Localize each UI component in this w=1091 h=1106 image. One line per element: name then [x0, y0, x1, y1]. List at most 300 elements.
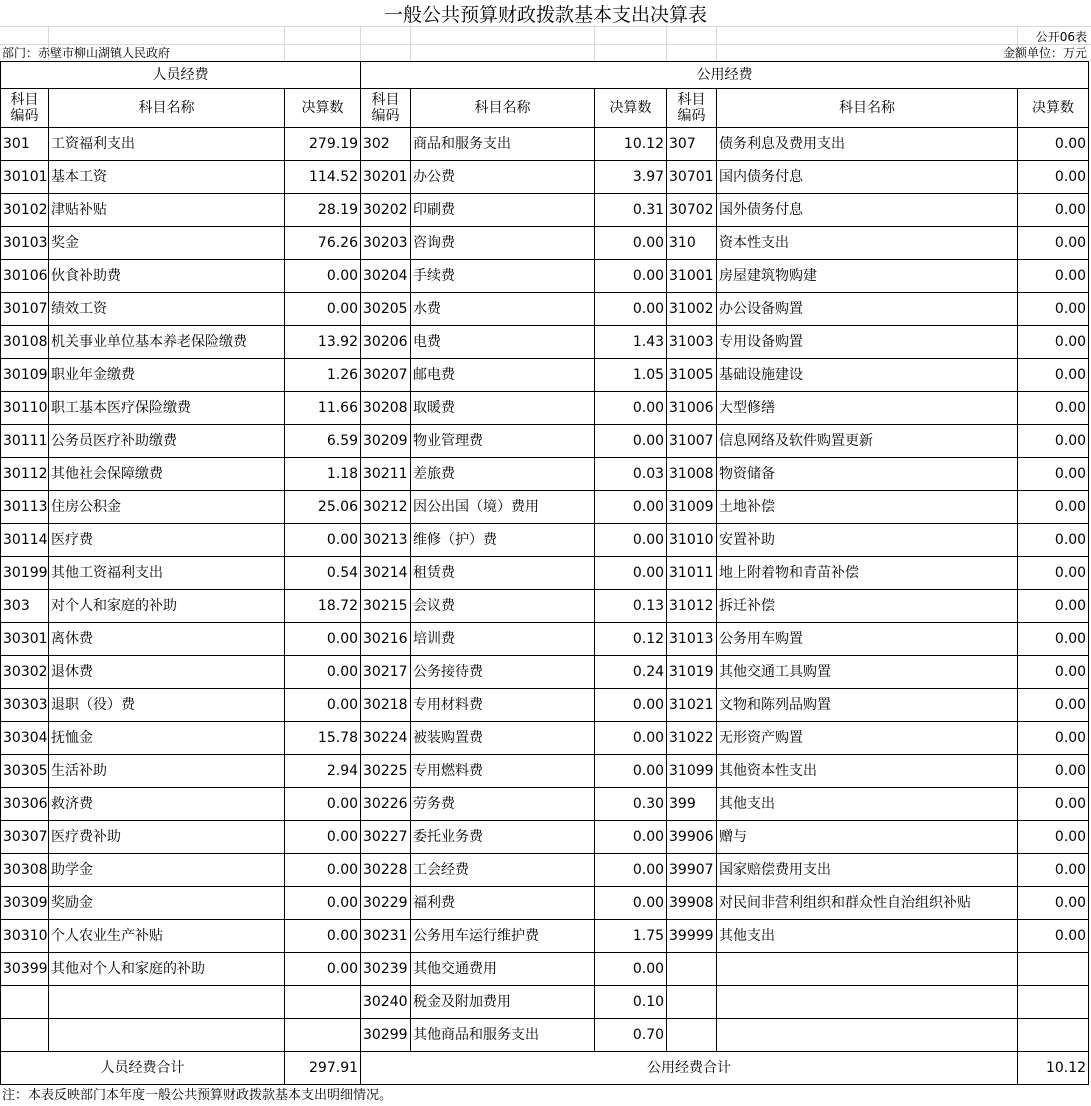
item-code: 30215 [361, 590, 411, 623]
item-code: 30204 [361, 260, 411, 293]
item-name: 取暖费 [411, 392, 595, 425]
item-name: 基础设施建设 [717, 359, 1018, 392]
item-name: 离休费 [49, 623, 285, 656]
item-amount: 1.18 [285, 458, 361, 491]
item-name: 公务员医疗补助缴费 [49, 425, 285, 458]
item-name: 地上附着物和青苗补偿 [717, 557, 1018, 590]
item-amount: 0.00 [1018, 524, 1089, 557]
item-amount: 0.10 [595, 986, 667, 1019]
item-code: 30310 [1, 920, 49, 953]
item-name: 被装购置费 [411, 722, 595, 755]
item-code: 30306 [1, 788, 49, 821]
item-code: 30110 [1, 392, 49, 425]
item-code: 39907 [667, 854, 717, 887]
item-code: 30202 [361, 194, 411, 227]
table-row [1, 557, 1089, 590]
table-row [1, 821, 1089, 854]
item-code: 30240 [361, 986, 411, 1019]
column-header-name: 科目名称 [49, 89, 285, 128]
item-name: 抚恤金 [49, 722, 285, 755]
item-code: 31012 [667, 590, 717, 623]
item-amount: 0.30 [595, 788, 667, 821]
item-name: 医疗费 [49, 524, 285, 557]
table-row [1, 788, 1089, 821]
item-name: 医疗费补助 [49, 821, 285, 854]
item-name: 安置补助 [717, 524, 1018, 557]
item-code: 30205 [361, 293, 411, 326]
item-name: 拆迁补偿 [717, 590, 1018, 623]
item-amount: 0.00 [1018, 359, 1089, 392]
item-amount: 0.00 [595, 392, 667, 425]
item-amount: 0.00 [1018, 821, 1089, 854]
item-amount: 0.00 [285, 524, 361, 557]
item-amount: 0.00 [595, 557, 667, 590]
item-name [717, 986, 1018, 1019]
item-name: 物资储备 [717, 458, 1018, 491]
item-name [717, 953, 1018, 986]
item-amount: 25.06 [285, 491, 361, 524]
item-code: 31007 [667, 425, 717, 458]
item-amount: 0.00 [285, 260, 361, 293]
item-amount: 0.00 [595, 524, 667, 557]
table-row [1, 227, 1089, 260]
item-amount: 0.00 [595, 689, 667, 722]
item-code: 30101 [1, 161, 49, 194]
item-amount: 0.00 [595, 953, 667, 986]
item-name: 商品和服务支出 [411, 128, 595, 161]
item-code: 307 [667, 128, 717, 161]
item-code: 30702 [667, 194, 717, 227]
item-name: 国家赔偿费用支出 [717, 854, 1018, 887]
item-amount: 0.00 [1018, 128, 1089, 161]
item-amount: 0.00 [1018, 689, 1089, 722]
item-amount: 0.00 [595, 260, 667, 293]
column-header-code: 科目 编码 [1, 89, 49, 128]
item-name: 国内债务付息 [717, 161, 1018, 194]
item-amount: 0.00 [595, 854, 667, 887]
item-name: 其他支出 [717, 920, 1018, 953]
item-name: 房屋建筑物购建 [717, 260, 1018, 293]
column-header-amount: 决算数 [595, 89, 667, 128]
item-amount: 0.00 [1018, 656, 1089, 689]
item-name: 其他工资福利支出 [49, 557, 285, 590]
item-code: 30302 [1, 656, 49, 689]
item-code: 30112 [1, 458, 49, 491]
item-amount: 0.00 [285, 854, 361, 887]
item-name: 印刷费 [411, 194, 595, 227]
table-row [1, 953, 1089, 986]
item-code: 30307 [1, 821, 49, 854]
item-name: 因公出国（境）费用 [411, 491, 595, 524]
department-label: 部门：赤壁市柳山湖镇人民政府 [2, 46, 171, 60]
item-code: 30216 [361, 623, 411, 656]
item-amount: 279.19 [285, 128, 361, 161]
item-code: 30208 [361, 392, 411, 425]
public-total-value: 10.12 [1018, 1052, 1089, 1085]
column-header-name: 科目名称 [717, 89, 1018, 128]
item-code: 30212 [361, 491, 411, 524]
item-code: 31002 [667, 293, 717, 326]
item-name: 工资福利支出 [49, 128, 285, 161]
table-row [1, 128, 1089, 161]
item-amount: 2.94 [285, 755, 361, 788]
item-code: 30229 [361, 887, 411, 920]
table-row [1, 920, 1089, 953]
item-code: 30218 [361, 689, 411, 722]
item-code: 31005 [667, 359, 717, 392]
item-name: 土地补偿 [717, 491, 1018, 524]
item-amount: 0.00 [1018, 458, 1089, 491]
item-amount: 0.03 [595, 458, 667, 491]
item-amount: 0.00 [595, 227, 667, 260]
item-code: 302 [361, 128, 411, 161]
item-name [49, 986, 285, 1019]
table-row [1, 623, 1089, 656]
item-code: 31008 [667, 458, 717, 491]
item-amount: 10.12 [595, 128, 667, 161]
gridline [410, 26, 411, 62]
item-name: 差旅费 [411, 458, 595, 491]
item-name: 文物和陈列品购置 [717, 689, 1018, 722]
table-code-label: 公开06表 [1035, 30, 1087, 44]
item-code [1, 1019, 49, 1052]
item-name: 水费 [411, 293, 595, 326]
page-title: 一般公共预算财政拨款基本支出决算表 [383, 4, 707, 26]
item-amount: 0.00 [595, 887, 667, 920]
item-amount: 15.78 [285, 722, 361, 755]
table-row [1, 293, 1089, 326]
item-name: 其他资本性支出 [717, 755, 1018, 788]
item-name: 其他交通工具购置 [717, 656, 1018, 689]
item-amount: 1.75 [595, 920, 667, 953]
item-code: 30399 [1, 953, 49, 986]
personnel-total-label: 人员经费合计 [1, 1052, 285, 1085]
item-code: 30299 [361, 1019, 411, 1052]
item-name: 债务利息及费用支出 [717, 128, 1018, 161]
table-row [1, 590, 1089, 623]
item-code: 30305 [1, 755, 49, 788]
item-name: 其他支出 [717, 788, 1018, 821]
table-row [1, 854, 1089, 887]
item-amount: 6.59 [285, 425, 361, 458]
expenditure-table [0, 61, 1089, 1085]
item-amount: 0.00 [1018, 788, 1089, 821]
item-amount: 0.00 [1018, 755, 1089, 788]
gridline [666, 26, 667, 62]
item-amount: 13.92 [285, 326, 361, 359]
gridline [0, 26, 1091, 27]
item-amount: 0.00 [595, 425, 667, 458]
item-name: 助学金 [49, 854, 285, 887]
amount-unit-label: 金额单位：万元 [1002, 46, 1087, 60]
item-code: 31010 [667, 524, 717, 557]
item-name: 无形资产购置 [717, 722, 1018, 755]
item-name: 对个人和家庭的补助 [49, 590, 285, 623]
item-amount: 0.00 [1018, 854, 1089, 887]
item-code: 30102 [1, 194, 49, 227]
item-name: 公务接待费 [411, 656, 595, 689]
item-name: 劳务费 [411, 788, 595, 821]
item-name: 专用材料费 [411, 689, 595, 722]
item-name: 奖金 [49, 227, 285, 260]
item-amount: 0.00 [1018, 887, 1089, 920]
item-amount: 0.00 [285, 623, 361, 656]
item-code: 30226 [361, 788, 411, 821]
table-row [1, 326, 1089, 359]
item-code: 39908 [667, 887, 717, 920]
gridline [594, 26, 595, 62]
table-row [1, 722, 1089, 755]
item-code: 30301 [1, 623, 49, 656]
item-name: 奖励金 [49, 887, 285, 920]
item-name: 工会经费 [411, 854, 595, 887]
table-row [1, 689, 1089, 722]
item-amount: 0.00 [595, 491, 667, 524]
table-row [1, 491, 1089, 524]
column-header-amount: 决算数 [1018, 89, 1089, 128]
table-row [1, 656, 1089, 689]
item-code: 31022 [667, 722, 717, 755]
item-code: 30309 [1, 887, 49, 920]
item-amount [285, 1019, 361, 1052]
item-name: 绩效工资 [49, 293, 285, 326]
item-name: 办公设备购置 [717, 293, 1018, 326]
item-name: 维修（护）费 [411, 524, 595, 557]
item-amount: 1.05 [595, 359, 667, 392]
item-amount: 0.13 [595, 590, 667, 623]
item-amount: 0.00 [1018, 491, 1089, 524]
item-amount: 0.70 [595, 1019, 667, 1052]
item-name: 国外债务付息 [717, 194, 1018, 227]
table-row [1, 887, 1089, 920]
item-code [667, 953, 717, 986]
item-name: 办公费 [411, 161, 595, 194]
item-amount: 0.00 [285, 788, 361, 821]
item-amount: 114.52 [285, 161, 361, 194]
table-row [1, 1019, 1089, 1052]
table-row [1, 524, 1089, 557]
item-name: 专用设备购置 [717, 326, 1018, 359]
item-amount [1018, 1019, 1089, 1052]
item-name: 伙食补助费 [49, 260, 285, 293]
item-amount: 0.00 [285, 689, 361, 722]
item-name: 职业年金缴费 [49, 359, 285, 392]
item-amount: 18.72 [285, 590, 361, 623]
item-code: 301 [1, 128, 49, 161]
item-code: 30227 [361, 821, 411, 854]
column-header-code: 科目 编码 [667, 89, 717, 128]
item-name: 会议费 [411, 590, 595, 623]
item-amount: 0.00 [285, 953, 361, 986]
item-code: 30225 [361, 755, 411, 788]
item-amount: 0.12 [595, 623, 667, 656]
item-name: 手续费 [411, 260, 595, 293]
item-name: 机关事业单位基本养老保险缴费 [49, 326, 285, 359]
item-name: 邮电费 [411, 359, 595, 392]
item-name: 咨询费 [411, 227, 595, 260]
totals-row [1, 1052, 1089, 1085]
item-code: 30108 [1, 326, 49, 359]
item-amount: 0.00 [285, 887, 361, 920]
item-code: 30107 [1, 293, 49, 326]
item-name: 电费 [411, 326, 595, 359]
item-amount: 0.00 [1018, 590, 1089, 623]
item-amount: 0.00 [1018, 293, 1089, 326]
item-amount: 1.43 [595, 326, 667, 359]
item-amount: 1.26 [285, 359, 361, 392]
table-row [1, 161, 1089, 194]
item-name: 其他交通费用 [411, 953, 595, 986]
item-code: 30209 [361, 425, 411, 458]
item-code: 31013 [667, 623, 717, 656]
item-amount: 0.00 [1018, 260, 1089, 293]
item-code [1, 986, 49, 1019]
item-amount: 76.26 [285, 227, 361, 260]
item-code: 30217 [361, 656, 411, 689]
item-amount: 0.00 [1018, 623, 1089, 656]
item-name: 福利费 [411, 887, 595, 920]
item-amount: 0.00 [1018, 227, 1089, 260]
item-name: 公务用车运行维护费 [411, 920, 595, 953]
item-amount: 0.00 [1018, 722, 1089, 755]
item-amount: 28.19 [285, 194, 361, 227]
item-code: 30308 [1, 854, 49, 887]
item-name: 退职（役）费 [49, 689, 285, 722]
column-header-code: 科目 编码 [361, 89, 411, 128]
table-row [1, 260, 1089, 293]
item-name: 基本工资 [49, 161, 285, 194]
item-amount [1018, 986, 1089, 1019]
item-name: 住房公积金 [49, 491, 285, 524]
item-code: 30228 [361, 854, 411, 887]
item-code: 31021 [667, 689, 717, 722]
item-name: 培训费 [411, 623, 595, 656]
item-amount: 0.00 [595, 293, 667, 326]
item-name: 公务用车购置 [717, 623, 1018, 656]
item-code: 30701 [667, 161, 717, 194]
item-amount: 0.24 [595, 656, 667, 689]
section-header-personnel: 人员经费 [1, 62, 361, 89]
item-amount: 0.00 [285, 920, 361, 953]
item-code: 30206 [361, 326, 411, 359]
table-row [1, 392, 1089, 425]
item-code: 30111 [1, 425, 49, 458]
item-code: 303 [1, 590, 49, 623]
item-name: 其他对个人和家庭的补助 [49, 953, 285, 986]
item-code: 30103 [1, 227, 49, 260]
item-name: 个人农业生产补贴 [49, 920, 285, 953]
item-code: 30303 [1, 689, 49, 722]
item-amount: 0.54 [285, 557, 361, 590]
item-name: 赠与 [717, 821, 1018, 854]
item-code: 30224 [361, 722, 411, 755]
item-code: 31003 [667, 326, 717, 359]
public-total-label: 公用经费合计 [361, 1052, 1018, 1085]
item-code: 310 [667, 227, 717, 260]
item-amount: 0.00 [1018, 326, 1089, 359]
item-code: 30239 [361, 953, 411, 986]
item-code: 31006 [667, 392, 717, 425]
item-name: 生活补助 [49, 755, 285, 788]
table-row [1, 755, 1089, 788]
item-amount: 0.31 [595, 194, 667, 227]
item-code: 30203 [361, 227, 411, 260]
item-amount: 0.00 [1018, 161, 1089, 194]
item-name: 其他商品和服务支出 [411, 1019, 595, 1052]
item-amount: 0.00 [1018, 920, 1089, 953]
item-name [49, 1019, 285, 1052]
item-code: 30109 [1, 359, 49, 392]
item-name: 津贴补贴 [49, 194, 285, 227]
item-amount: 0.00 [285, 293, 361, 326]
column-header-amount: 决算数 [285, 89, 361, 128]
item-code [667, 986, 717, 1019]
item-code: 30214 [361, 557, 411, 590]
item-amount: 0.00 [1018, 425, 1089, 458]
item-amount: 11.66 [285, 392, 361, 425]
item-name: 退休费 [49, 656, 285, 689]
item-code: 31009 [667, 491, 717, 524]
item-code: 30113 [1, 491, 49, 524]
item-amount [285, 986, 361, 1019]
personnel-total-value: 297.91 [285, 1052, 361, 1085]
item-name: 职工基本医疗保险缴费 [49, 392, 285, 425]
item-name: 物业管理费 [411, 425, 595, 458]
item-code: 30231 [361, 920, 411, 953]
item-name: 大型修缮 [717, 392, 1018, 425]
item-code: 30213 [361, 524, 411, 557]
item-amount: 0.00 [595, 722, 667, 755]
table-row [1, 194, 1089, 227]
item-name: 资本性支出 [717, 227, 1018, 260]
table-row [1, 458, 1089, 491]
item-name: 专用燃料费 [411, 755, 595, 788]
item-code [667, 1019, 717, 1052]
item-amount: 0.00 [285, 821, 361, 854]
item-code: 30304 [1, 722, 49, 755]
item-code: 39999 [667, 920, 717, 953]
item-name: 救济费 [49, 788, 285, 821]
item-amount: 0.00 [1018, 557, 1089, 590]
item-code: 31099 [667, 755, 717, 788]
table-row [1, 986, 1089, 1019]
item-amount: 0.00 [595, 755, 667, 788]
item-amount [1018, 953, 1089, 986]
item-amount: 0.00 [1018, 194, 1089, 227]
item-code: 30211 [361, 458, 411, 491]
item-code: 39906 [667, 821, 717, 854]
item-name: 信息网络及软件购置更新 [717, 425, 1018, 458]
item-code: 30201 [361, 161, 411, 194]
item-code: 30114 [1, 524, 49, 557]
item-name [717, 1019, 1018, 1052]
gridline [360, 26, 361, 62]
item-code: 30199 [1, 557, 49, 590]
item-name: 其他社会保障缴费 [49, 458, 285, 491]
gridline [716, 26, 717, 62]
column-header-name: 科目名称 [411, 89, 595, 128]
column-header-row [1, 89, 1089, 128]
item-code: 30106 [1, 260, 49, 293]
table-row [1, 359, 1089, 392]
item-amount: 3.97 [595, 161, 667, 194]
item-name: 租赁费 [411, 557, 595, 590]
item-amount: 0.00 [595, 821, 667, 854]
section-header-public: 公用经费 [361, 62, 1089, 89]
table-row [1, 425, 1089, 458]
item-code: 399 [667, 788, 717, 821]
item-code: 31019 [667, 656, 717, 689]
